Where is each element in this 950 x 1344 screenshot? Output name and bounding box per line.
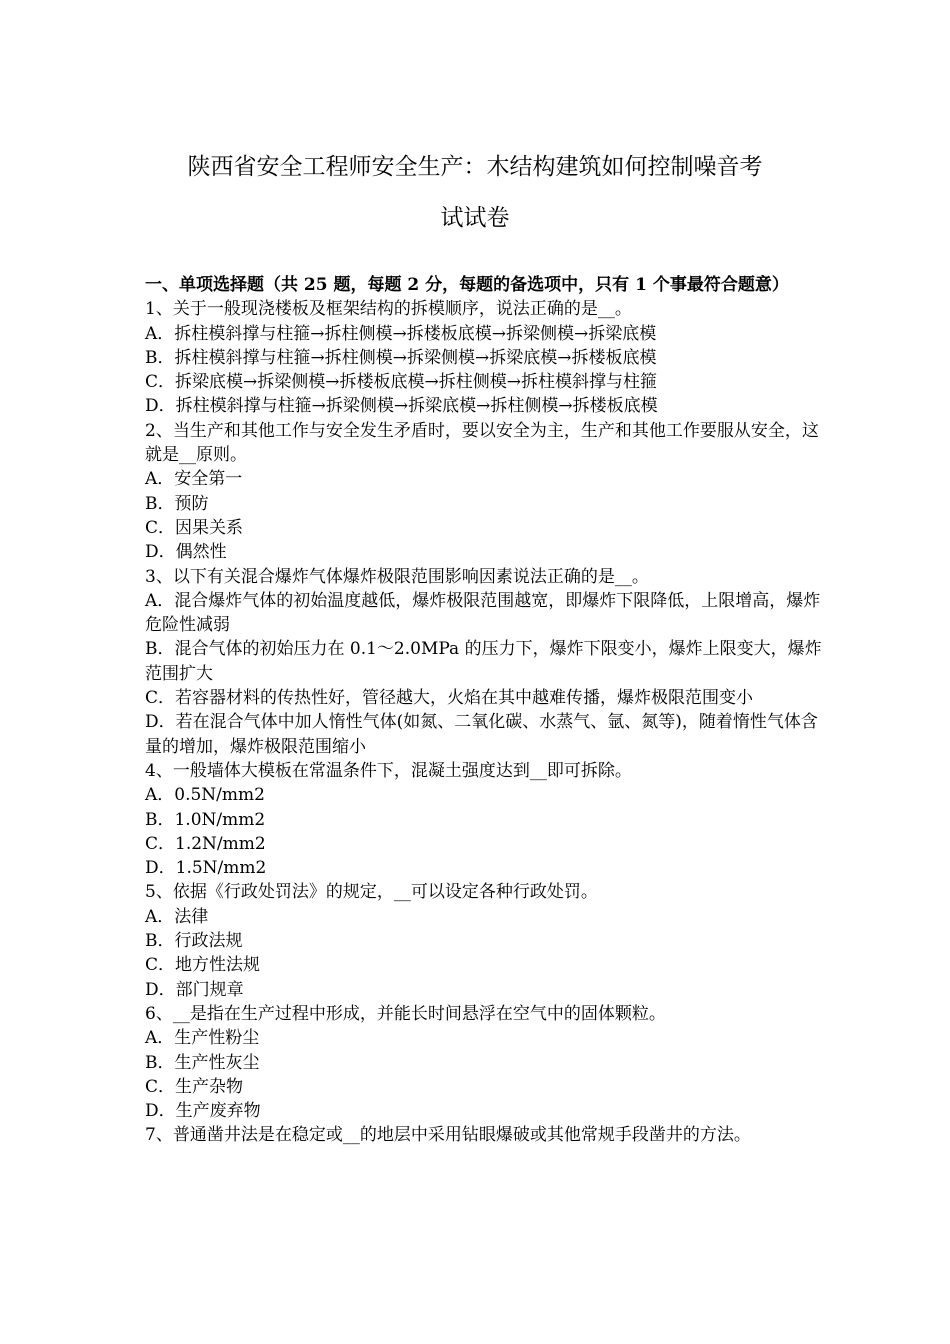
question-option: D．生产废弃物 (145, 1101, 261, 1122)
question-option: C．拆梁底模→拆梁侧模→拆楼板底模→拆柱侧模→拆柱模斜撑与柱箍 (145, 372, 657, 393)
question-option: C．地方性法规 (145, 955, 261, 976)
question-option: D．部门规章 (145, 979, 244, 1000)
question-option: D．若在混合气体中加人惰性气体(如氮、二氧化碳、水蒸气、氩、氮等)，随着惰性气体含量的增加，爆炸极限范围缩小 (145, 712, 818, 757)
document-title-line-1: 陕西省安全工程师安全生产：木结构建筑如何控制噪音考 (187, 154, 763, 180)
question-option: A．0.5N/mm2 (145, 785, 265, 806)
question-stem: 2、当生产和其他工作与安全发生矛盾时，要以安全为主，生产和其他工作要服从安全，这就是__原则。 (145, 420, 819, 466)
question-option: D．偶然性 (145, 542, 227, 563)
question-option: A．安全第一 (145, 469, 243, 490)
question-stem: 6、__是指在生产过程中形成，并能长时间悬浮在空气中的固体颗粒。 (145, 1003, 666, 1024)
document-body (145, 273, 825, 1148)
question-option: B．混合气体的初始压力在 0.1～2.0MPa 的压力下，爆炸下限变小，爆炸上限变大，爆炸范围扩大 (145, 639, 822, 684)
question-stem: 3、以下有关混合爆炸气体爆炸极限范围影响因素说法正确的是__。 (145, 566, 649, 587)
question-option: B．拆柱模斜撑与柱箍→拆柱侧模→拆梁侧模→拆梁底模→拆楼板底模 (145, 347, 657, 368)
question-stem: 4、一般墙体大模板在常温条件下，混凝土强度达到__即可拆除。 (145, 760, 632, 781)
question-option: A．生产性粉尘 (145, 1028, 260, 1049)
question-option: A．混合爆炸气体的初始温度越低，爆炸极限范围越宽，即爆炸下限降低，上限增高，爆炸危险性减弱 (145, 590, 821, 636)
question-option: C．若容器材料的传热性好，管径越大，火焰在其中越难传播，爆炸极限范围变小 (145, 688, 754, 709)
question-option: D．1.5N/mm2 (145, 858, 267, 879)
question-option: A．拆柱模斜撑与柱箍→拆柱侧模→拆楼板底模→拆梁侧模→拆梁底模 (145, 323, 657, 344)
question-stem: 7、普通凿井法是在稳定或__的地层中采用钻眼爆破或其他常规手段凿井的方法。 (145, 1125, 751, 1146)
section-heading: 一、单项选择题（共 25 题，每题 2 分，每题的备选项中，只有 1 个事最符合题意） (145, 275, 789, 295)
question-option: A．法律 (145, 906, 209, 927)
question-option: D．拆柱模斜撑与柱箍→拆梁侧模→拆梁底模→拆柱侧模→拆楼板底模 (145, 396, 658, 417)
question-stem: 5、依据《行政处罚法》的规定，__可以设定各种行政处罚。 (145, 882, 598, 903)
question-option: C．生产杂物 (145, 1076, 244, 1097)
document-title-line-2: 试试卷 (440, 205, 510, 231)
question-option: B．1.0N/mm2 (145, 809, 266, 830)
question-option: C．1.2N/mm2 (145, 833, 266, 854)
question-option: B．预防 (145, 493, 209, 514)
question-option: B．生产性灰尘 (145, 1052, 260, 1073)
question-stem: 1、关于一般现浇楼板及框架结构的拆模顺序，说法正确的是__。 (145, 299, 632, 320)
question-option: C．因果关系 (145, 517, 244, 538)
question-option: B．行政法规 (145, 931, 243, 952)
